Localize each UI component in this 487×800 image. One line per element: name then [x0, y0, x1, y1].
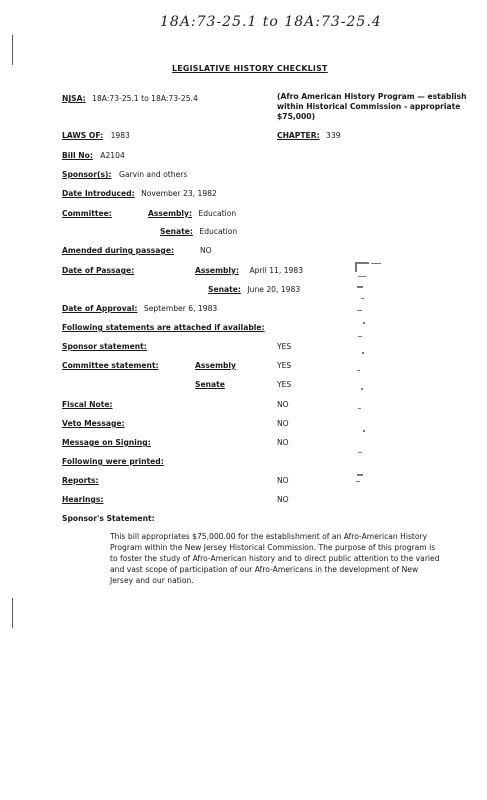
fiscal-note-value: NO — [277, 400, 289, 409]
following-attached-heading: Following statements are attached if available: — [62, 323, 265, 332]
scan-noise-artifact — [355, 262, 385, 487]
date-of-approval-label: Date of Approval: — [62, 304, 138, 313]
committee-statement-assembly-value: YES — [277, 361, 292, 370]
njsa-label: NJSA: — [62, 94, 86, 103]
passage-assembly-row — [195, 266, 303, 275]
committee-senate-value: Education — [199, 227, 238, 236]
chapter-row — [277, 131, 341, 140]
handwritten-citation: 18A:73-25.1 to 18A:73-25.4 — [160, 14, 382, 30]
laws-of-row — [62, 131, 130, 140]
laws-of-value: 1983 — [110, 131, 130, 140]
sponsors-value: Garvin and others — [118, 170, 188, 179]
fiscal-note-label: Fiscal Note: — [62, 400, 113, 409]
date-of-approval-value: September 6, 1983 — [143, 304, 218, 313]
passage-assembly-value: April 11, 1983 — [249, 266, 304, 275]
sponsors-statement-text: This bill appropriates $75,000.00 for the establishment of an Afro-American History Program within the New Jersey Historical Commission. The purpose of this program is to foster the study of Afro-American history and to direct public attention to the varied and vast scope of participation of our Afro-Americans in the development of New Jersey and our nation. — [110, 532, 440, 585]
committee-senate-row — [160, 227, 237, 236]
date-introduced-row — [62, 189, 217, 198]
sponsors-label: Sponsor(s): — [62, 170, 112, 179]
hearings-label: Hearings: — [62, 495, 104, 504]
committee-senate-label: Senate: — [160, 227, 193, 236]
committee-label: Committee: — [62, 209, 112, 218]
passage-senate-row — [208, 285, 300, 294]
scan-margin-line-top — [12, 35, 13, 65]
bill-description: (Afro American History Program — establish within Historical Commission - appropriate $75,000) — [277, 92, 467, 121]
passage-senate-label: Senate: — [208, 285, 241, 294]
sponsor-statement-label: Sponsor statement: — [62, 342, 147, 351]
page-title: LEGISLATIVE HISTORY CHECKLIST — [172, 64, 328, 73]
message-on-signing-label: Message on Signing: — [62, 438, 151, 447]
bill-no-row — [62, 151, 125, 160]
amended-label: Amended during passage: — [62, 246, 175, 255]
following-printed-heading: Following were printed: — [62, 457, 164, 466]
date-introduced-value: November 23, 1982 — [141, 189, 217, 198]
bill-no-label: Bill No: — [62, 151, 93, 160]
committee-assembly-row — [148, 209, 236, 218]
veto-message-value: NO — [277, 419, 289, 428]
chapter-value: 339 — [326, 131, 341, 140]
njsa-row — [62, 94, 198, 103]
reports-label: Reports: — [62, 476, 99, 485]
committee-statement-senate-value: YES — [277, 380, 292, 389]
date-introduced-label: Date Introduced: — [62, 189, 135, 198]
sponsors-row — [62, 170, 187, 179]
date-of-passage-label: Date of Passage: — [62, 266, 135, 275]
committee-statement-assembly-label: Assembly — [195, 361, 236, 370]
committee-assembly-value: Education — [198, 209, 237, 218]
veto-message-label: Veto Message: — [62, 419, 125, 428]
date-of-approval-row — [62, 304, 217, 313]
scan-margin-line-bottom — [12, 598, 13, 628]
chapter-label: CHAPTER: — [277, 131, 320, 140]
committee-statement-label: Committee statement: — [62, 361, 159, 370]
passage-senate-value: June 20, 1983 — [247, 285, 301, 294]
committee-statement-senate-label: Senate — [195, 380, 225, 389]
committee-assembly-label: Assembly: — [148, 209, 193, 218]
hearings-value: NO — [277, 495, 289, 504]
amended-value: NO — [200, 246, 212, 255]
laws-of-label: LAWS OF: — [62, 131, 104, 140]
sponsor-statement-value: YES — [277, 342, 292, 351]
njsa-value: 18A:73-25.1 to 18A:73-25.4 — [92, 94, 198, 103]
sponsors-statement-heading: Sponsor's Statement: — [62, 514, 155, 523]
passage-assembly-label: Assembly: — [195, 266, 240, 275]
bill-no-value: A2104 — [100, 151, 125, 160]
reports-value: NO — [277, 476, 289, 485]
message-on-signing-value: NO — [277, 438, 289, 447]
